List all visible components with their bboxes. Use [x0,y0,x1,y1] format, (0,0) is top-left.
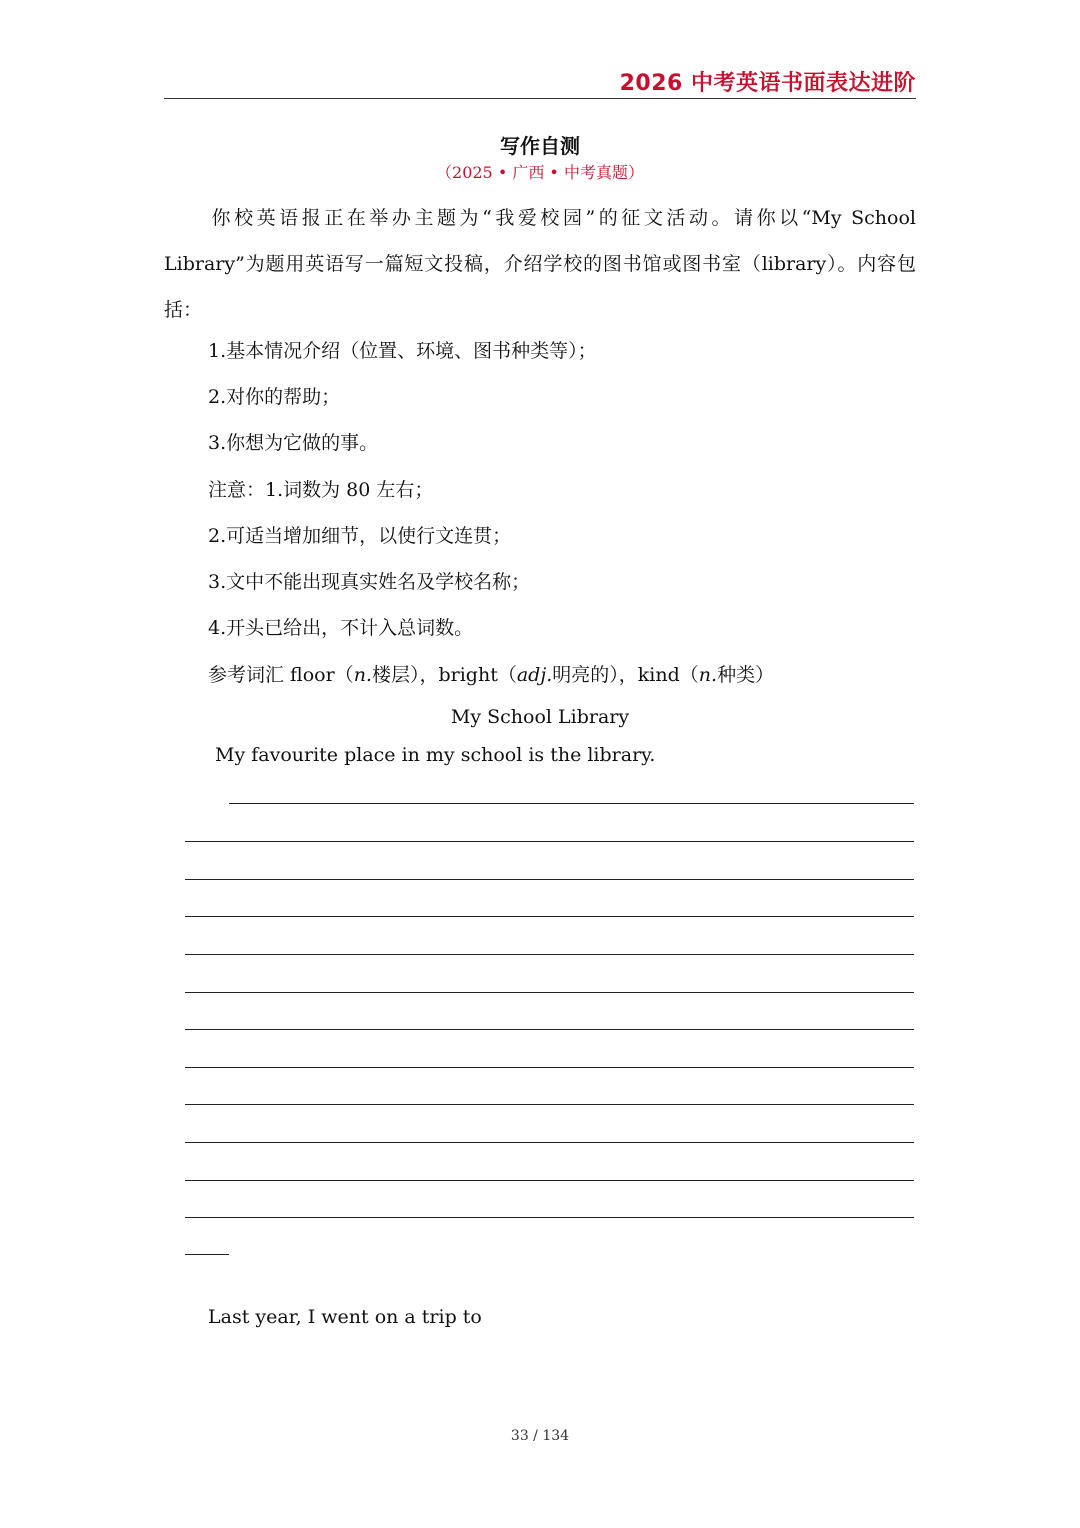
answer-line[interactable] [185,954,914,955]
answer-line[interactable] [185,916,914,917]
vocab-pos-kind: n. [698,664,718,686]
vocab-word-kind: kind（ [637,664,699,686]
section-source: （2025 • 广西 • 中考真题） [436,163,644,182]
prompt-intro-text: 你校英语报正在举办主题为“我爱校园”的征文活动。请你以“My School Library”为题用英语写一篇短文投稿，介绍学校的图书馆或图书室（library）。内容包括： [164,207,916,321]
prompt-item-3: 3.你想为它做的事。 [208,432,379,454]
answer-line[interactable] [185,841,914,842]
answer-line[interactable] [185,992,914,993]
note-2: 2.可适当增加细节，以使行文连贯； [208,525,512,547]
header-title: 2026 中考英语书面表达进阶 [619,71,916,96]
vocab-meaning-floor: 楼层）， [371,664,439,686]
header-divider [164,98,916,99]
prompt-item-2: 2.对你的帮助； [208,386,341,408]
page-number: 33 / 134 [510,1428,570,1444]
essay-title: My School Library [450,706,630,728]
answer-line[interactable] [229,803,914,804]
vocab-word-bright: bright（ [438,664,517,686]
vocab-word-floor: floor（ [290,664,354,686]
answer-line[interactable] [185,1142,914,1143]
prompt-item-1: 1.基本情况介绍（位置、环境、图书种类等）； [208,340,597,362]
answer-line-short[interactable] [185,1254,229,1255]
next-prompt: Last year, I went on a trip to [208,1306,482,1328]
essay-opening: My favourite place in my school is the library. [215,744,656,766]
answer-line[interactable] [185,1180,914,1181]
note-4: 4.开头已给出，不计入总词数。 [208,617,474,639]
vocab-label: 参考词汇 [208,664,291,686]
note-3: 3.文中不能出现真实姓名及学校名称； [208,571,531,593]
answer-line[interactable] [185,1104,914,1105]
answer-line[interactable] [185,879,914,880]
answer-line[interactable] [185,1067,914,1068]
vocab-pos-bright: adj. [516,664,553,686]
answer-line[interactable] [185,1217,914,1218]
note-1: 注意：1.词数为 80 左右； [208,479,434,501]
prompt-intro [164,195,916,333]
answer-line[interactable] [185,1029,914,1030]
vocab-line [208,660,774,687]
vocab-pos-floor: n. [353,664,372,686]
section-title: 写作自测 [500,134,580,158]
vocab-meaning-bright: 明亮的）， [552,664,638,686]
vocab-meaning-kind: 种类） [717,664,775,686]
